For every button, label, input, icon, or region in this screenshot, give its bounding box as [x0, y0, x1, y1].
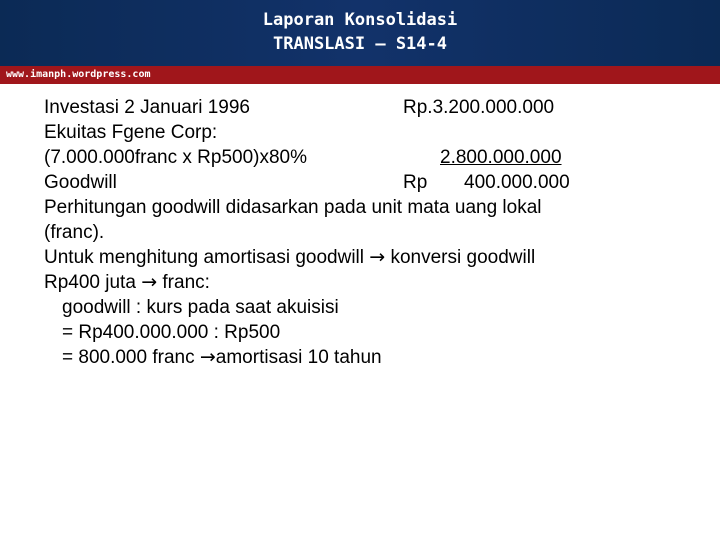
paragraph-2-cont-a: Rp400 juta — [44, 272, 136, 293]
goodwill-currency: Rp — [403, 172, 428, 193]
equity-calc-row — [44, 145, 704, 170]
calc-line-1-text: goodwill : kurs pada saat akuisisi — [62, 297, 339, 318]
paragraph-1-line-1 — [44, 195, 704, 220]
paragraph-2-text-b: konversi goodwill — [390, 247, 536, 268]
equity-label: Ekuitas Fgene Corp: — [44, 122, 218, 143]
calc-line-2-text: = Rp400.000.000 : Rp500 — [62, 322, 281, 343]
calc-line-1 — [44, 295, 704, 320]
equity-row — [44, 120, 704, 145]
right-arrow-icon: → — [199, 346, 216, 368]
goodwill-value: 400.000.000 — [464, 172, 570, 193]
paragraph-2-text-a: Untuk menghitung amortisasi goodwill — [44, 247, 364, 268]
slide-title — [0, 8, 720, 56]
title-line-2: TRANSLASI – S14-4 — [273, 34, 447, 54]
calc-line-3-text-a: = 800.000 franc — [62, 347, 195, 368]
paragraph-1-continuation: (franc). — [44, 222, 105, 243]
calc-line-2 — [44, 320, 704, 345]
calc-line-3-text-b: amortisasi 10 tahun — [215, 347, 382, 368]
equity-calc-value: 2.800.000.000 — [440, 147, 562, 168]
slide-header — [0, 0, 720, 66]
calc-line-3 — [44, 345, 704, 370]
equity-calc-label: (7.000.000franc x Rp500)x80% — [44, 147, 307, 168]
title-line-1: Laporan Konsolidasi — [262, 10, 458, 30]
slide-body — [44, 95, 704, 370]
goodwill-row — [44, 170, 704, 195]
paragraph-1-line-2 — [44, 220, 704, 245]
goodwill-label: Goodwill — [44, 172, 117, 193]
investment-label: Investasi 2 Januari 1996 — [44, 97, 250, 118]
right-arrow-icon: → — [141, 271, 158, 293]
paragraph-2-cont-b: franc: — [162, 272, 210, 293]
investment-row — [44, 95, 704, 120]
paragraph-2-line-2 — [44, 270, 704, 295]
paragraph-2-line-1 — [44, 245, 704, 270]
paragraph-1-text: Perhitungan goodwill didasarkan pada unit mata uang lokal — [44, 197, 542, 218]
investment-value: Rp.3.200.000.000 — [403, 97, 555, 118]
right-arrow-icon: → — [369, 246, 386, 268]
website-url: www.imanph.wordpress.com — [6, 69, 151, 80]
